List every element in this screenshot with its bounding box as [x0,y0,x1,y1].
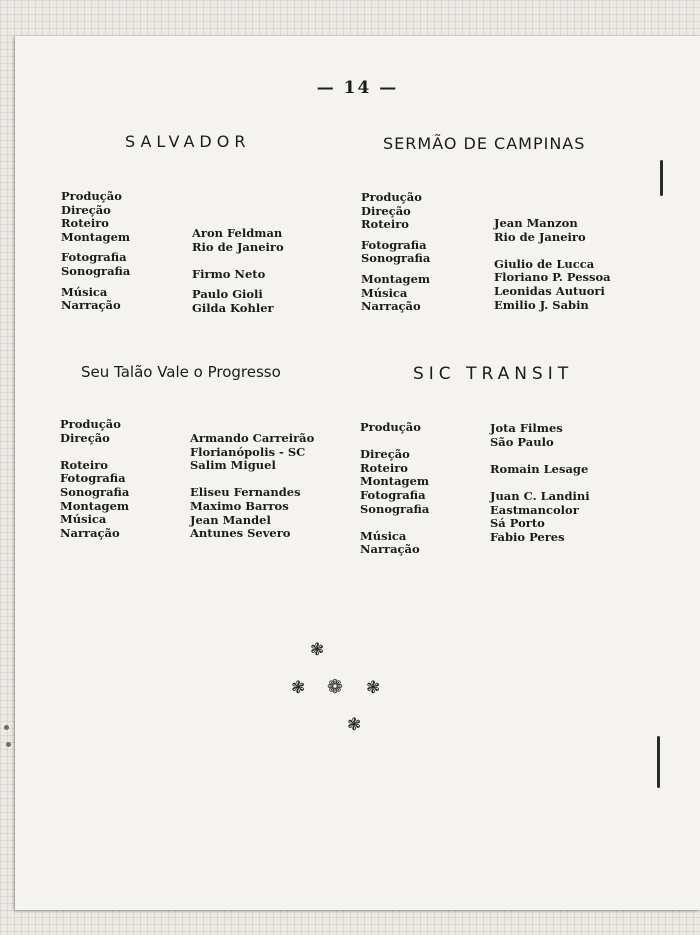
credit: Jota Filmes [490,421,563,435]
role: Montagem [61,229,131,244]
credit: Aron Feldman [192,226,283,240]
role: Narração [361,299,421,314]
role: Música [361,285,408,300]
credit: Antunes Severo [190,526,291,541]
role: Sonografia [60,484,130,499]
role: Montagem [60,498,130,513]
booklet-page [15,36,700,910]
film-title-sic-transit: SIC TRANSIT [413,364,574,384]
role: Direção [361,203,411,218]
credit: Florianópolis - SC [190,444,306,459]
role: Direção [60,430,110,445]
credit: Armando Carreirão [190,431,315,445]
credits-salvador [192,227,284,316]
spacer [360,516,429,530]
spacer [490,449,590,463]
role: Música [61,284,108,299]
role: Narração [360,542,420,557]
roles-sic-transit [360,421,429,557]
credits-sermao [494,217,611,312]
credit: São Paulo [490,434,554,449]
credit: Eastmancolor [490,502,579,517]
flower-ornament-icon: ❃ [291,678,306,698]
credit: Gilda Kohler [192,300,274,315]
credit: Maximo Barros [190,498,289,513]
role: Fotografia [360,487,426,502]
role: Produção [361,190,422,204]
role: Narração [60,525,120,540]
credit: Sá Porto [490,516,545,531]
credit: Fabio Peres [490,529,565,544]
credit: Salim Miguel [190,458,276,473]
role: Produção [60,417,121,431]
credit: Eliseu Fernandes [190,485,301,500]
credit: Rio de Janeiro [192,239,284,254]
film-title-salvador: SALVADOR [125,132,251,151]
roles-sermao [361,191,430,314]
role: Produção [360,420,421,434]
credit: Jean Manzon [494,216,578,230]
role: Fotografia [60,471,126,486]
credit: Jean Mandel [190,512,271,527]
punch-hole [6,742,11,747]
credit: Emilio J. Sabin [494,297,589,312]
role: Montagem [361,271,431,286]
role: Montagem [360,474,430,489]
film-title-seu-talao: Seu Talão Vale o Progresso [81,363,281,381]
flower-ornament-icon: ❃ [366,678,381,698]
role: Sonografia [61,263,131,278]
credit: Giulio de Lucca [494,256,595,271]
spacer [490,476,590,490]
role: Narração [61,298,121,313]
role: Direção [61,202,111,217]
flower-ornament-center-icon: ❁ [327,676,343,698]
role: Sonografia [360,501,430,516]
role: Direção [360,447,410,462]
page-number: — 14 — [316,78,399,98]
staple-top [660,160,663,196]
role: Roteiro [361,217,409,232]
roles-salvador [61,190,130,313]
staple-bottom [657,736,660,788]
role: Roteiro [360,460,408,475]
credit: Romain Lesage [490,461,589,476]
spacer [60,445,129,459]
film-title-sermao-de-campinas: SERMÃO DE CAMPINAS [383,134,586,153]
punch-hole [4,725,9,730]
role: Roteiro [61,216,109,231]
credit: Firmo Neto [192,266,266,281]
role: Fotografia [61,250,127,265]
role: Música [60,512,107,527]
flower-ornament-icon: ❃ [310,640,325,660]
roles-seu-talao [60,418,129,540]
flower-ornament-icon: ❃ [347,715,362,735]
role: Sonografia [361,251,431,266]
spacer [494,244,611,258]
credit: Floriano P. Pessoa [494,270,611,285]
spacer [190,473,314,487]
credit: Rio de Janeiro [494,229,586,244]
credit: Leonidas Autuori [494,283,605,298]
role: Roteiro [60,457,108,472]
credit: Juan C. Landini [490,488,590,503]
spacer [360,435,429,449]
credits-sic-transit [490,422,590,544]
credits-seu-talao [190,432,314,541]
role: Produção [61,189,122,203]
role: Música [360,528,407,543]
spacer [192,254,284,268]
role: Fotografia [361,237,427,252]
credit: Paulo Gioli [192,287,263,302]
